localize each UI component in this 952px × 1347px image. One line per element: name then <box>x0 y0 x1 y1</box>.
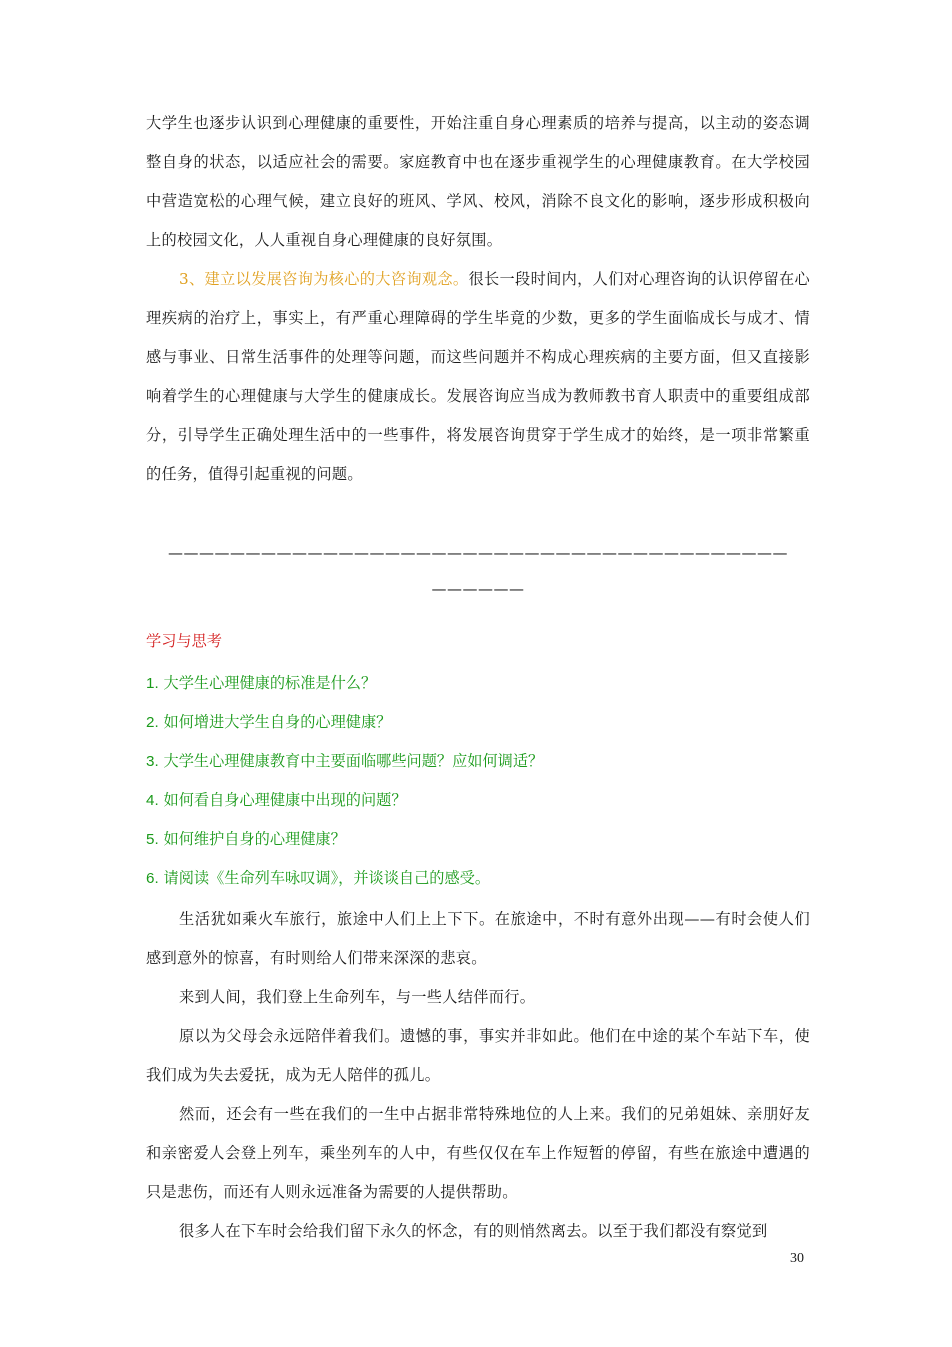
story-paragraph: 很多人在下车时会给我们留下永久的怀念，有的则悄然离去。以至于我们都没有察觉到 <box>179 1222 768 1240</box>
question-item <box>146 859 810 898</box>
story-section <box>146 900 810 1251</box>
question-text: 如何维护自身的心理健康？ <box>163 830 346 848</box>
story-paragraph: 原以为父母会永远陪伴着我们。遗憾的事，事实并非如此。他们在中途的某个车站下车，使我们成为失去爱抚，成为无人陪伴的孤儿。 <box>146 1027 810 1084</box>
question-text: 如何增进大学生自身的心理健康？ <box>163 713 392 731</box>
separator <box>146 538 810 604</box>
question-item <box>146 664 810 703</box>
question-item <box>146 703 810 742</box>
question-number: 3. <box>146 753 159 770</box>
story-paragraph: 生活犹如乘火车旅行，旅途中人们上上下下。在旅途中，不时有意外出现——有时会使人们感到意外的惊喜，有时则给人们带来深深的悲哀。 <box>146 910 810 967</box>
document-page <box>146 104 810 1251</box>
question-item <box>146 820 810 859</box>
question-text: 大学生心理健康的标准是什么？ <box>163 674 377 692</box>
section-3-heading: 3、建立以发展咨询为核心的大咨询观念。 <box>179 270 469 288</box>
separator-line-1: ———————————————————————————————————————— <box>168 544 788 562</box>
question-number: 2. <box>146 714 159 731</box>
story-paragraph: 来到人间，我们登上生命列车，与一些人结伴而行。 <box>179 988 536 1006</box>
question-text: 如何看自身心理健康中出现的问题？ <box>163 791 407 809</box>
question-item <box>146 742 810 781</box>
question-list <box>146 664 810 898</box>
question-number: 1. <box>146 675 159 692</box>
separator-line-2: —————— <box>431 580 525 598</box>
question-item <box>146 781 810 820</box>
page-number: 30 <box>790 1251 804 1266</box>
question-number: 6. <box>146 870 159 887</box>
section-3-paragraph <box>146 260 810 494</box>
study-section-title: 学习与思考 <box>146 632 222 650</box>
question-text: 请阅读《生命列车咏叹调》，并谈谈自己的感受。 <box>163 869 491 887</box>
question-number: 4. <box>146 792 159 809</box>
intro-paragraph: 大学生也逐步认识到心理健康的重要性，开始注重自身心理素质的培养与提高，以主动的姿态调整自身的状态，以适应社会的需要。家庭教育中也在逐步重视学生的心理健康教育。在大学校园中营造宽松的心理气候，建立良好的班风、学风、校风，消除不良文化的影响，逐步形成积极向上的校园文化，人人重视自身心理健康的良好氛围。 <box>146 114 810 249</box>
section-3-body: 很长一段时间内，人们对心理咨询的认识停留在心理疾病的治疗上，事实上，有严重心理障碍的学生毕竟的少数，更多的学生面临成长与成才、情感与事业、日常生活事件的处理等问题，而这些问题并不构成心理疾病的主要方面，但又直接影响着学生的心理健康与大学生的健康成长。发展咨询应当成为教师教书育人职责中的重要组成部分，引导学生正确处理生活中的一些事件，将发展咨询贯穿于学生成才的始终，是一项非常繁重的任务，值得引起重视的问题。 <box>146 270 810 483</box>
question-text: 大学生心理健康教育中主要面临哪些问题？应如何调适？ <box>163 752 544 770</box>
question-number: 5. <box>146 831 159 848</box>
story-paragraph: 然而，还会有一些在我们的一生中占据非常特殊地位的人上来。我们的兄弟姐妹、亲朋好友和亲密爱人会登上列车，乘坐列车的人中，有些仅仅在车上作短暂的停留，有些在旅途中遭遇的只是悲伤，而还有人则永远准备为需要的人提供帮助。 <box>146 1105 810 1201</box>
